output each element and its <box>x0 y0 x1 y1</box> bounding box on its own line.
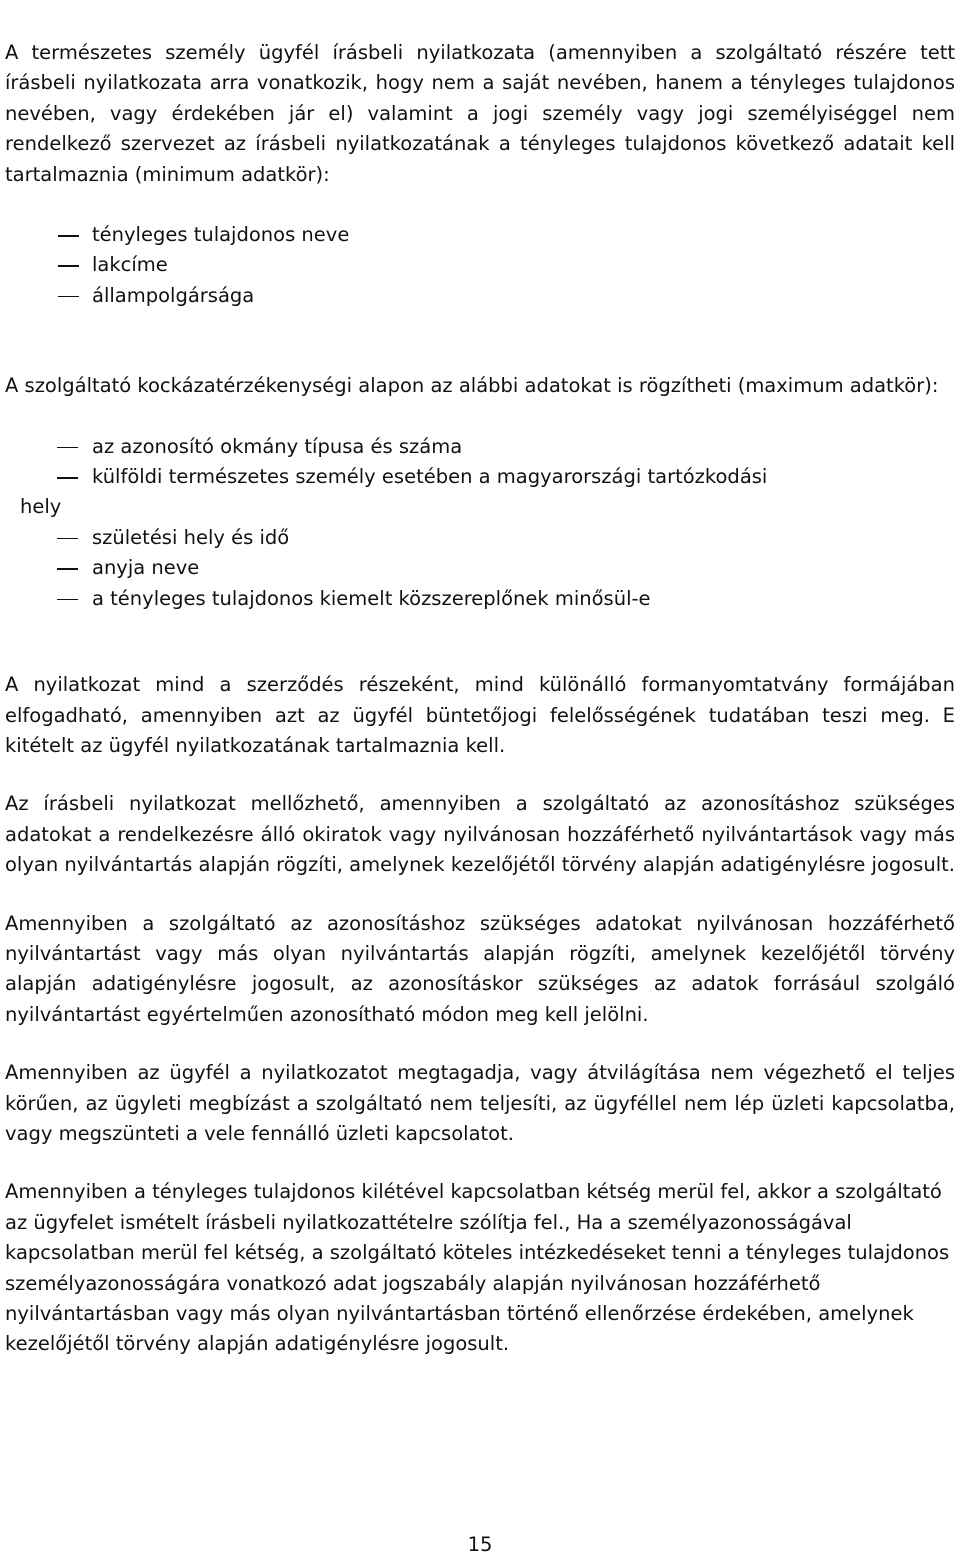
page-number: 15 <box>467 1533 493 1556</box>
list-item: lakcíme <box>5 250 955 280</box>
maximum-data-list-cont <box>5 523 955 614</box>
paragraph-doubt: Amennyiben a tényleges tulajdonos kilétével kapcsolatban kétség merül fel, akkor a szolgáltató az ügyfelet ismételt írásbeli nyilatkozattételre szólítja fel., Ha a személyazonosságával kapcsolatban merül fel kétség, a szolgáltató köteles intézkedéseket tenni a tényleges tulajdonos személyazonosságára vonatkozó adat jogszabály alapján nyilvánosan hozzáférhető nyilvántartásban vagy más olyan nyilvántartásban történő ellenőrzése érdekében, amelynek kezelőjétől törvény alapján adatigénylésre jogosult. <box>5 1180 950 1356</box>
paragraph-declaration: A nyilatkozat mind a szerződés részeként, mind különálló formanyomtatvány formájában elfogadható, amennyiben azt az ügyfél büntetőjogi felelősségének tudatában teszi meg. E kitételt az ügyfél nyilatkozatának tartalmaznia kell. <box>5 673 955 757</box>
paragraph-intro: A természetes személy ügyfél írásbeli nyilatkozata (amennyiben a szolgáltató részére tett írásbeli nyilatkozata arra vonatkozik, hogy nem a saját nevében, hanem a tényleges tulajdonos nevében, vagy érdekében jár el) valamint a jogi személy vagy jogi személyiséggel nem rendelkező szervezet az írásbeli nyilatkozatának a tényleges tulajdonos következő adatait kell tartalmaznia (minimum adatkör): <box>5 41 955 186</box>
page-content <box>5 38 955 1360</box>
paragraph-refusal: Amennyiben az ügyfél a nyilatkozatot megtagadja, vagy átvilágítása nem végezhető el teljes körűen, az ügyleti megbízást a szolgáltató nem teljesíti, az ügyféllel nem lép üzleti kapcsolatba, vagy megszünteti a vele fennálló üzleti kapcsolatot. <box>5 1061 955 1145</box>
list-item: a tényleges tulajdonos kiemelt közszereplőnek minősül-e <box>5 584 955 614</box>
paragraph-omission: Az írásbeli nyilatkozat mellőzhető, amennyiben a szolgáltató az azonosításhoz szükséges adatokat a rendelkezésre álló okiratok vagy nyilvánosan hozzáférhető nyilvántartások vagy más olyan nyilvántartás alapján rögzíti, amelynek kezelőjétől törvény alapján adatigénylésre jogosult. <box>5 792 955 877</box>
paragraph-registry: Amennyiben a szolgáltató az azonosításhoz szükséges adatokat nyilvánosan hozzáférhető nyilvántartást vagy más olyan nyilvántartás alapján rögzíti, amelynek kezelőjétől törvény alapján adatigénylésre jogosult, az azonosításkor szükséges az adatok forrásául szolgáló nyilvántartást egyértelműen azonosítható módon meg kell jelölni. <box>5 911 955 1026</box>
maximum-data-list <box>5 432 955 493</box>
list-item: az azonosító okmány típusa és száma <box>5 432 955 462</box>
list-item: születési hely és idő <box>5 523 955 553</box>
list-item: állampolgársága <box>5 281 955 311</box>
paragraph-maximum: A szolgáltató kockázatérzékenységi alapon az alábbi adatokat is rögzítheti (maximum adatkör): <box>5 374 939 398</box>
list-item-continuation: hely <box>20 495 62 519</box>
list-item: külföldi természetes személy esetében a magyarországi tartózkodási <box>5 462 955 492</box>
list-item: anyja neve <box>5 553 955 583</box>
list-item: tényleges tulajdonos neve <box>5 220 955 250</box>
minimum-data-list <box>5 220 955 311</box>
